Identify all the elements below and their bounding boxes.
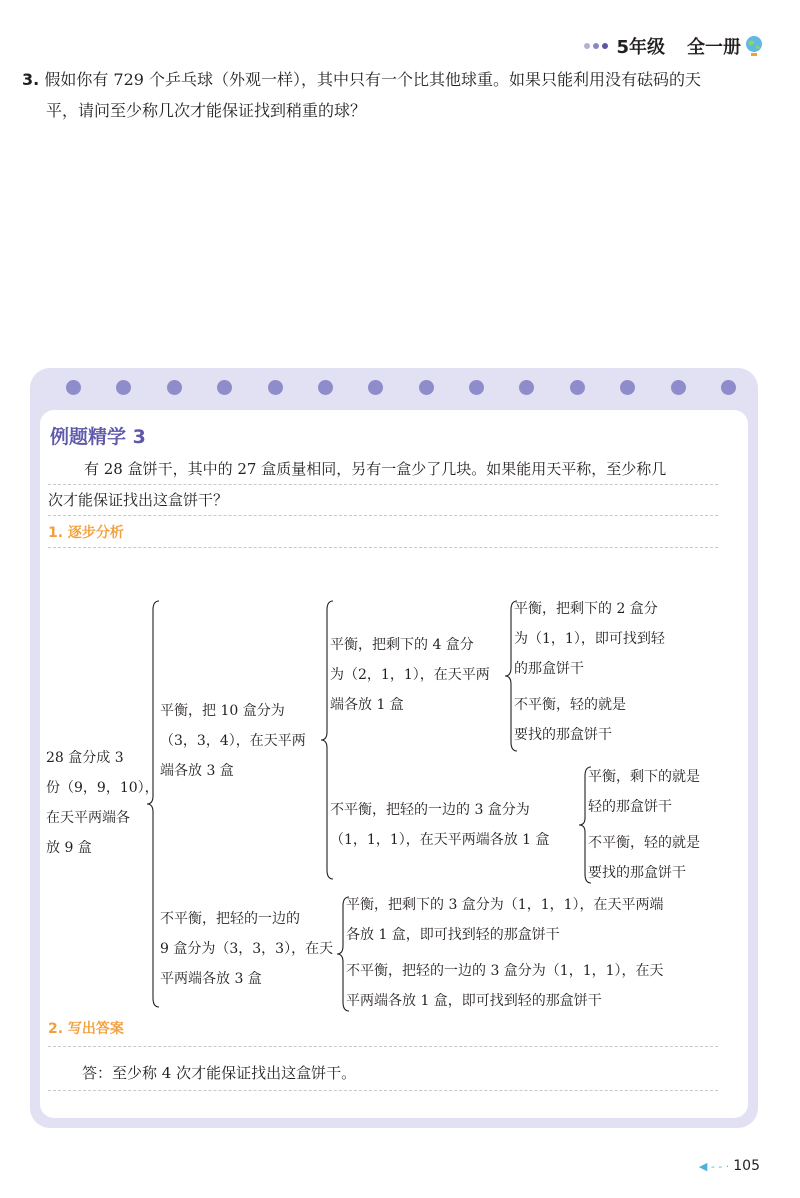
step2-label: 2. 写出答案	[48, 1021, 124, 1037]
arrow-left-icon: ◀ - - ·	[698, 1159, 730, 1173]
tree-branch-balance: 平衡，把 10 盒分为 （3，3，4），在天平两 端各放 3 盒	[160, 703, 306, 779]
example-question	[48, 454, 718, 516]
answer-text: 答：至少称 4 次才能保证找出这盒饼干。	[82, 1064, 357, 1082]
tree-leaf-5: 平衡，把剩下的 3 盒分为（1，1，1），在天平两端 各放 1 盒，即可找到轻的那盒饼干	[346, 897, 664, 943]
tree-leaf-4: 不平衡，轻的就是 要找的那盒饼干	[588, 835, 700, 881]
step1-label: 1. 逐步分析	[48, 525, 124, 541]
problem-text-line1: 假如你有 729 个乒乓球（外观一样），其中只有一个比其他球重。如果只能利用没有砝码的天	[44, 70, 702, 89]
divider	[48, 1090, 718, 1091]
globe-icon	[744, 35, 764, 57]
problem-3	[22, 64, 770, 126]
volume-label: 全一册	[687, 37, 741, 58]
tree-leaf-6: 不平衡，把轻的一边的 3 盒分为（1，1，1），在天 平两端各放 1 盒，即可找到轻的那盒饼干	[346, 963, 664, 1009]
question-line2: 次才能保证找出这盒饼干？	[48, 485, 718, 516]
tree-branch-unbalance: 不平衡，把轻的一边的 9 盒分为（3，3，3），在天 平两端各放 3 盒	[160, 911, 334, 987]
example-title: 例题精学 3	[50, 426, 146, 448]
tree-branch-balance-unbalance: 不平衡，把轻的一边的 3 盒分为 （1，1，1），在天平两端各放 1 盒	[330, 802, 550, 848]
example-content	[40, 410, 748, 1118]
example-panel	[30, 368, 758, 1128]
tree-root: 28 盒分成 3 份（9，9，10）， 在天平两端各 放 9 盒	[46, 750, 159, 856]
tree-leaf-1: 平衡，把剩下的 2 盒分 为（1，1），即可找到轻 的那盒饼干	[514, 601, 665, 677]
header-dots-decoration	[584, 43, 608, 49]
page-footer	[699, 1158, 760, 1174]
grade-label: 5年级	[616, 37, 665, 58]
tree-leaf-3: 平衡，剩下的就是 轻的那盒饼干	[588, 769, 700, 815]
question-line1: 有 28 盒饼干，其中的 27 盒质量相同，另有一盒少了几块。如果能用天平称，至少称几	[48, 454, 718, 485]
page-number: 105	[733, 1158, 760, 1174]
tree-leaf-2: 不平衡，轻的就是 要找的那盒饼干	[514, 697, 626, 743]
tree-branch-balance-balance: 平衡，把剩下的 4 盒分 为（2，1，1），在天平两 端各放 1 盒	[330, 637, 490, 713]
problem-number: 3.	[22, 70, 40, 89]
panel-dots-decoration	[66, 380, 736, 395]
divider	[48, 1046, 718, 1047]
problem-text-line2: 平，请问至少称几次才能保证找到稍重的球？	[46, 101, 367, 120]
divider	[48, 547, 718, 548]
page-header	[584, 32, 764, 60]
